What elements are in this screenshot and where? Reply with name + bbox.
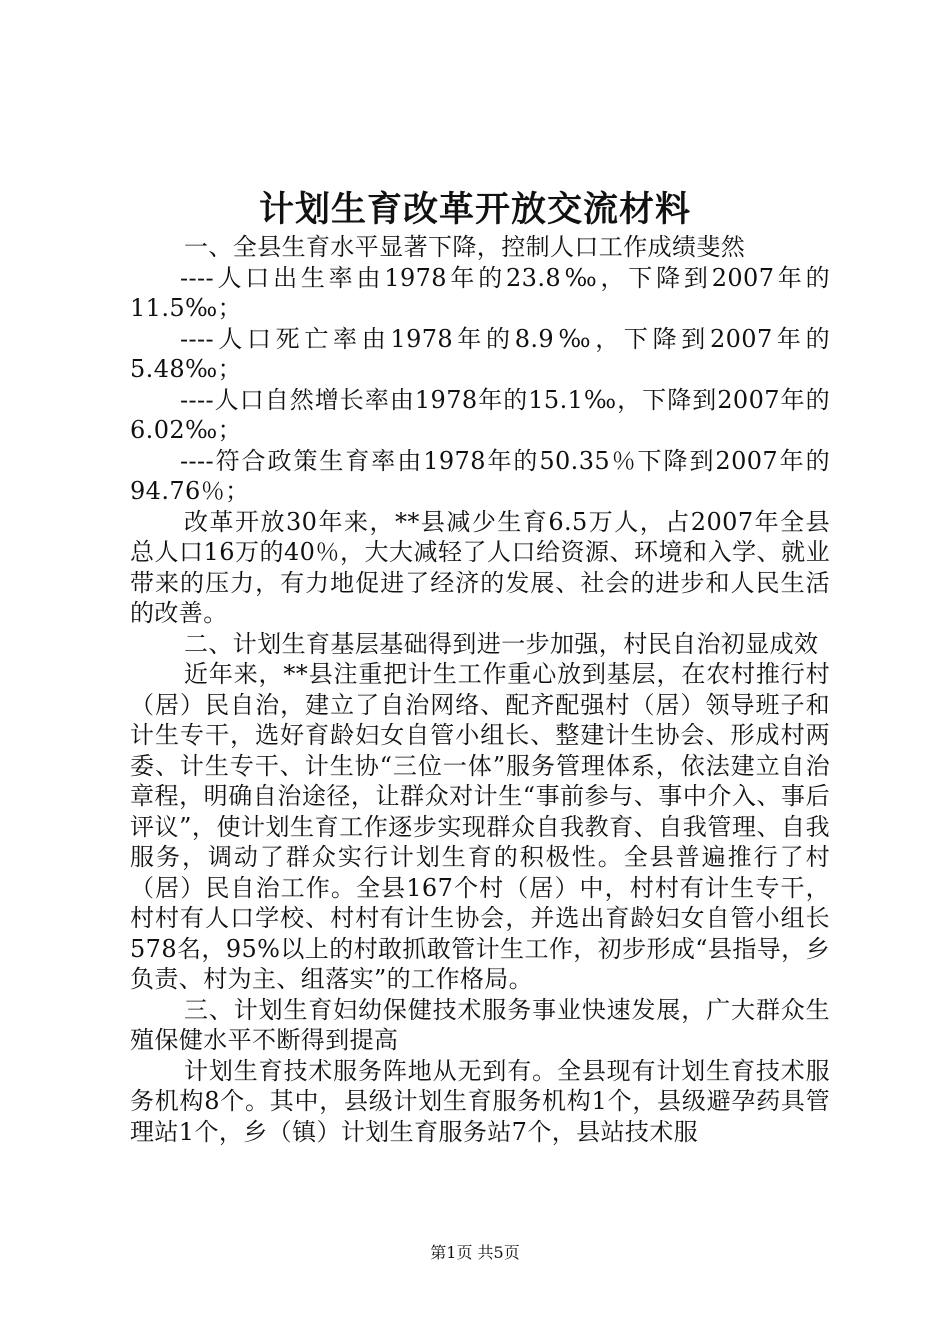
statistic-growth-rate: ----人口自然增长率由1978年的15.1‰，下降到2007年的6.02‰； [130, 385, 830, 444]
body-paragraph: 改革开放30年来，**县减少生育6.5万人，占2007年全县总人口16万的40％，大大减轻了人口给资源、环境和入学、就业带来的压力，有力地促进了经济的发展、社会的进步和人民生活的改善。 [130, 507, 830, 627]
body-paragraph: 计划生育技术服务阵地从无到有。全县现有计划生育技术服务机构8个。其中，县级计划生育服务机构1个，县级避孕药具管理站1个，乡（镇）计划生育服务站7个，县站技术服 [130, 1056, 830, 1146]
section-heading-3: 三、计划生育妇幼保健技术服务事业快速发展，广大群众生殖保健水平不断得到提高 [130, 995, 830, 1054]
document-body [130, 232, 830, 1147]
statistic-policy-rate: ----符合政策生育率由1978年的50.35％下降到2007年的94.76％； [130, 446, 830, 505]
section-heading-2: 二、计划生育基层基础得到进一步加强，村民自治初显成效 [184, 629, 819, 658]
document-title: 计划生育改革开放交流材料 [258, 189, 691, 230]
body-paragraph: 近年来，**县注重把计生工作重心放到基层，在农村推行村（居）民自治，建立了自治网络、配齐配强村（居）领导班子和计生专干，选好育龄妇女自管小组长、整建计生协会、形成村两委、计生专干、计生协“三位一体”服务管理体系，依法建立自治章程，明确自治途径，让群众对计生“事前参与、事中介入、事后评议”，使计划生育工作逐步实现群众自我教育、自我管理、自我服务，调动了群众实行计划生育的积极性。全县普遍推行了村（居）民自治工作。全县167个村（居）中，村村有计生专干，村村有人口学校、村村有计生协会，并选出育龄妇女自管小组长578名，95%以上的村敢抓敢管计生工作，初步形成“县指导，乡负责、村为主、组落实”的工作格局。 [130, 660, 830, 993]
statistic-birth-rate: ----人口出生率由1978年的23.8‰，下降到2007年的11.5‰； [130, 263, 830, 322]
section-heading-1: 一、全县生育水平显著下降，控制人口工作成绩斐然 [184, 233, 746, 261]
page-number-footer: 第1页 共5页 [430, 1243, 520, 1262]
statistic-death-rate: ----人口死亡率由1978年的8.9‰，下降到2007年的5.48‰； [130, 324, 830, 383]
